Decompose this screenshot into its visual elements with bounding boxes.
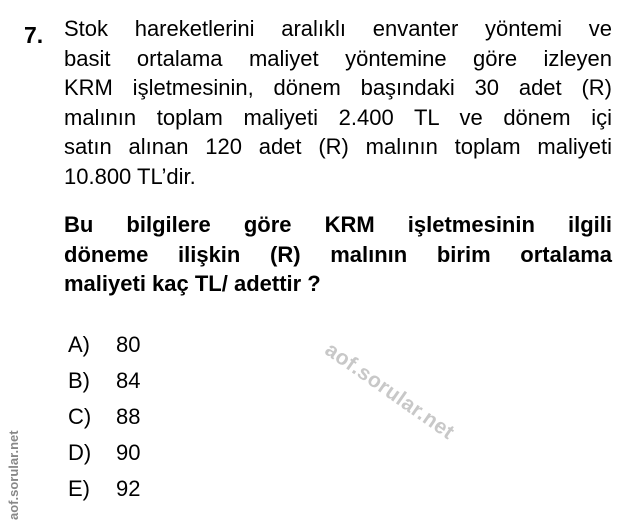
question-prompt (64, 210, 612, 299)
prompt-line: döneme ilişkin (R) malının birim ortalama (64, 241, 612, 267)
option-letter: E) (68, 476, 90, 501)
stem-line: basit ortalama maliyet yöntemine göre izleyen (64, 45, 612, 71)
option-d[interactable] (68, 440, 140, 476)
stem-line: malının toplam maliyeti 2.400 TL ve dönem içi (64, 104, 612, 130)
watermark-side: aof.sorular.net (6, 430, 21, 520)
option-a[interactable] (68, 332, 140, 368)
stem-line: Stok hareketlerini aralıklı envanter yöntemi ve (64, 16, 612, 41)
question-body (64, 14, 612, 299)
option-letter: D) (68, 440, 92, 465)
stem-line: 10.800 TL’dir. (64, 163, 196, 189)
option-value: 84 (116, 368, 141, 393)
option-b[interactable] (68, 368, 140, 404)
answer-options (68, 332, 140, 512)
option-value: 88 (116, 404, 141, 429)
option-value: 80 (116, 332, 141, 357)
option-letter: A) (68, 332, 90, 357)
watermark-diagonal: aof.sorular.net (320, 338, 459, 445)
prompt-line: Bu bilgilere göre KRM işletmesinin ilgili (64, 212, 612, 237)
option-value: 92 (116, 476, 141, 501)
option-value: 90 (116, 440, 141, 465)
option-c[interactable] (68, 404, 140, 440)
option-e[interactable] (68, 476, 140, 512)
stem-line: KRM işletmesinin, dönem başındaki 30 adet (R) (64, 75, 612, 100)
stem-line: satın alınan 120 adet (R) malının toplam maliyeti (64, 134, 612, 159)
question-stem (64, 14, 612, 191)
prompt-line: maliyeti kaç TL/ adettir ? (64, 271, 321, 296)
option-letter: B) (68, 368, 90, 393)
option-letter: C) (68, 404, 92, 429)
question-number: 7. (24, 22, 44, 48)
